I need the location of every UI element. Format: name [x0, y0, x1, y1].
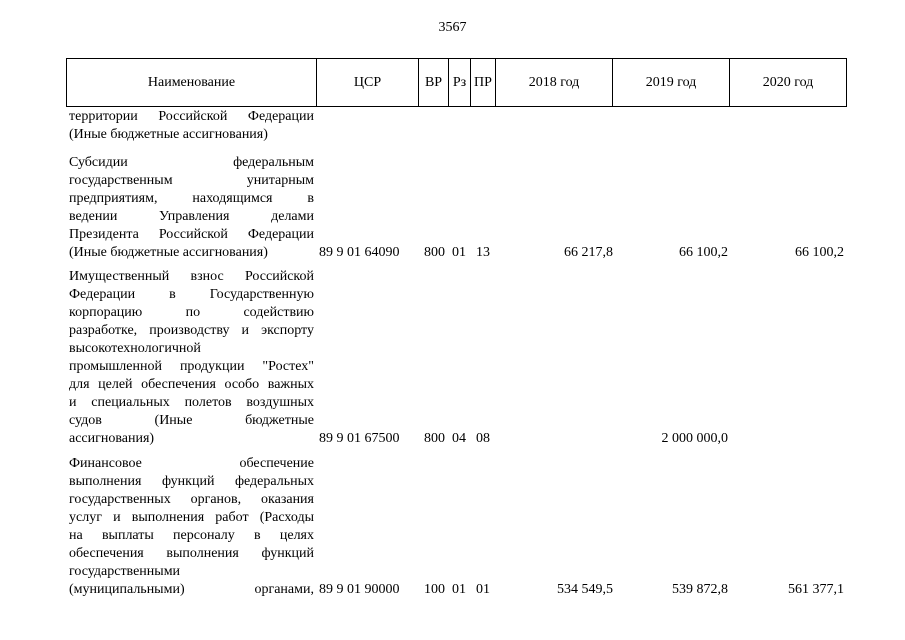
name-line: (Иные бюджетные ассигнования): [69, 245, 268, 260]
row-name: [69, 154, 314, 262]
name-line: государственными: [69, 564, 181, 579]
name-line: государственным унитарным: [69, 173, 314, 188]
cell-vr: 100: [424, 582, 445, 597]
name-line: Имущественный взнос Российской: [69, 269, 314, 284]
name-line: Президента Российской Федерации: [69, 227, 314, 242]
name-line: государственных органов, оказания: [69, 492, 314, 507]
name-line: Финансовое обеспечение: [69, 456, 314, 471]
cell-csr: 89 9 01 67500: [319, 431, 400, 446]
header-2018: 2018 год: [496, 59, 613, 106]
table-header: [66, 58, 847, 107]
name-line: промышленной продукции "Ростех": [69, 359, 314, 374]
cell-rz: 01: [452, 582, 466, 597]
cell-vr: 800: [424, 431, 445, 446]
cell-2019: 66 100,2: [679, 245, 728, 260]
name-line: высокотехнологичной: [69, 341, 201, 356]
row-name: [69, 268, 314, 448]
name-line: обеспечения выполнения функций: [69, 546, 314, 561]
name-line: территории Российской Федерации: [69, 109, 314, 124]
cell-csr: 89 9 01 90000: [319, 582, 400, 597]
name-line: и специальных полетов воздушных: [69, 395, 314, 410]
cell-pr: 08: [476, 431, 490, 446]
cell-2018: 534 549,5: [557, 582, 613, 597]
page-number: 3567: [438, 20, 467, 35]
name-line: услуг и выполнения работ (Расходы: [69, 510, 314, 525]
cell-2019: 539 872,8: [672, 582, 728, 597]
name-line: ассигнования): [69, 431, 155, 446]
name-line: корпорацию по содействию: [69, 305, 314, 320]
name-line: Федерации в Государственную: [69, 287, 314, 302]
cell-2020: 66 100,2: [795, 245, 844, 260]
name-line: (Иные бюджетные ассигнования): [69, 127, 268, 142]
header-rz: Рз: [449, 59, 471, 106]
row-name: [69, 455, 314, 599]
cell-pr: 13: [476, 245, 490, 260]
cell-2018: 66 217,8: [564, 245, 613, 260]
row-name: [69, 108, 314, 144]
name-line: для целей обеспечения особо важных: [69, 377, 314, 392]
name-line: Субсидии федеральным: [69, 155, 314, 170]
header-pr: ПР: [471, 59, 496, 106]
name-line: ведении Управления делами: [69, 209, 314, 224]
name-line: судов (Иные бюджетные: [69, 413, 314, 428]
cell-2019: 2 000 000,0: [661, 431, 728, 446]
cell-rz: 01: [452, 245, 466, 260]
name-line: предприятиям, находящимся в: [69, 191, 314, 206]
header-vr: ВР: [419, 59, 449, 106]
name-line: разработке, производству и экспорту: [69, 323, 314, 338]
cell-rz: 04: [452, 431, 466, 446]
cell-csr: 89 9 01 64090: [319, 245, 400, 260]
header-csr: ЦСР: [317, 59, 419, 106]
header-2020: 2020 год: [762, 75, 814, 90]
header-name: Наименование: [67, 59, 317, 106]
header-2019: 2019 год: [613, 59, 730, 106]
cell-2020: 561 377,1: [788, 582, 844, 597]
cell-vr: 800: [424, 245, 445, 260]
name-line: выполнения функций федеральных: [69, 474, 314, 489]
name-line: (муниципальными) органами,: [69, 582, 314, 597]
name-line: на выплаты персоналу в целях: [69, 528, 314, 543]
cell-pr: 01: [476, 582, 490, 597]
